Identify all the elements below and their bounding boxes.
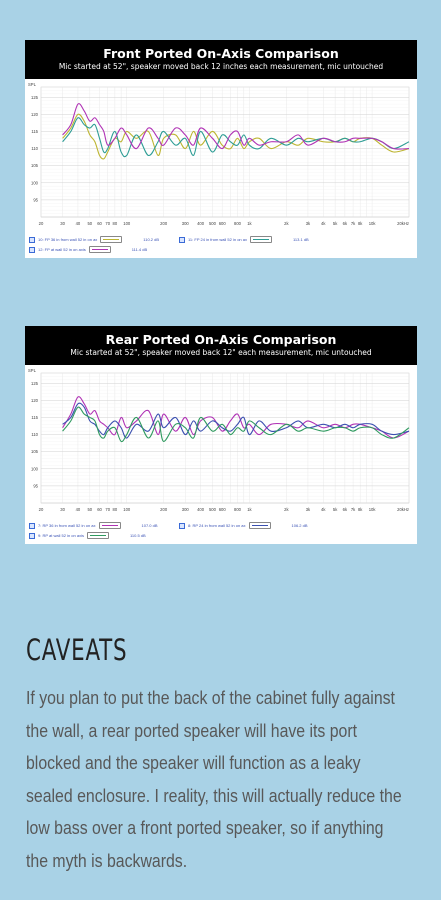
y-tick-label: 105 [31, 163, 38, 169]
legend-value: 111.4 dB [131, 247, 148, 252]
x-tick-label: 50 [87, 507, 93, 512]
x-tick-label: 30 [60, 221, 65, 226]
y-tick-label: 100 [31, 466, 38, 472]
legend-value: 110.5 dB [129, 533, 146, 538]
legend-label: 9: RP at wall 52 in on axis [38, 533, 84, 538]
chart-subtitle: Mic started at 52", speaker moved back 12 inches each measurement, mic untouched [58, 62, 384, 71]
legend-swatch[interactable] [250, 236, 272, 243]
x-tick-label: 1k [247, 507, 252, 512]
y-tick-label: 105 [31, 449, 38, 455]
chart-legend [25, 519, 417, 544]
x-tick-label: 5k [332, 507, 338, 512]
y-tick-label: 95 [33, 197, 38, 203]
x-tick-label: 4k [321, 507, 326, 512]
legend-label: 8: RP 24 in from wall 52 in on ax [188, 523, 246, 528]
legend-value: 110.2 dB [143, 237, 160, 242]
x-tick-label: 20 [38, 507, 44, 512]
x-tick-label: 800 [234, 221, 242, 226]
x-tick-label: 7k [350, 507, 356, 512]
x-tick-label: 3k [305, 221, 311, 226]
x-tick-label: 40 [75, 507, 81, 512]
checkbox-icon[interactable] [29, 247, 35, 253]
x-tick-label: 60 [97, 221, 102, 226]
x-tick-label: 80 [112, 507, 118, 512]
x-tick-label: 20kHz [397, 221, 409, 226]
x-tick-label: 400 [197, 507, 205, 512]
x-tick-label: 8k [357, 221, 363, 226]
chart-title: Front Ported On-Axis Comparison [103, 46, 339, 61]
checkbox-icon[interactable] [29, 533, 35, 539]
x-tick-label: 6k [342, 507, 348, 512]
legend-swatch[interactable] [99, 522, 121, 529]
x-tick-label: 600 [218, 507, 226, 512]
legend-label: 12: FP at wall 52 in on axis [38, 247, 86, 252]
legend-swatch[interactable] [87, 532, 109, 539]
legend-value: 113.1 dB [293, 237, 309, 242]
x-tick-label: 70 [105, 507, 111, 512]
chart-header [25, 326, 417, 365]
legend-item[interactable] [179, 522, 308, 529]
x-tick-label: 800 [234, 507, 242, 512]
legend-swatch[interactable] [89, 246, 111, 253]
y-tick-label: 115 [31, 128, 38, 134]
front-ported-chart [25, 40, 417, 258]
x-tick-label: 300 [181, 507, 189, 512]
y-tick-label: 110 [31, 146, 38, 152]
checkbox-icon[interactable] [179, 237, 185, 243]
x-tick-label: 10k [368, 221, 376, 226]
legend-item[interactable] [29, 236, 159, 243]
legend-value: 107.0 dB [141, 523, 158, 528]
chart-header [25, 40, 417, 79]
x-tick-label: 20 [38, 221, 44, 226]
x-tick-label: 100 [123, 507, 131, 512]
legend-item[interactable] [29, 532, 146, 539]
x-tick-label: 70 [105, 221, 111, 226]
x-tick-label: 60 [97, 507, 102, 512]
x-tick-label: 500 [208, 507, 216, 512]
x-tick-label: 50 [87, 221, 93, 226]
x-tick-label: 7k [350, 221, 356, 226]
front-ported-plot [25, 79, 417, 233]
x-tick-label: 500 [208, 221, 216, 226]
x-tick-label: 6k [342, 221, 348, 226]
rear-ported-chart [25, 326, 417, 544]
x-tick-label: 300 [181, 221, 189, 226]
legend-item[interactable] [29, 246, 147, 253]
caveats-heading: CAVEATS [26, 633, 128, 667]
x-tick-label: 30 [60, 507, 65, 512]
x-tick-label: 2k [284, 221, 289, 226]
chart-subtitle: Mic started at 52", speaker moved back 12" each measurement, mic untouched [70, 348, 372, 357]
legend-swatch[interactable] [100, 236, 122, 243]
chart-title: Rear Ported On-Axis Comparison [105, 332, 337, 347]
x-tick-label: 80 [112, 221, 118, 226]
y-axis-label: SPL [28, 82, 36, 87]
x-tick-label: 1k [247, 221, 252, 226]
y-tick-label: 95 [33, 483, 38, 489]
legend-label: 10: FP 36 in from wall 52 in on ax [38, 237, 98, 242]
legend-label: 7: RP 36 in from wall 52 in on ax [38, 523, 96, 528]
x-tick-label: 4k [321, 221, 326, 226]
y-tick-label: 120 [31, 397, 38, 403]
legend-value: 106.2 dB [291, 523, 308, 528]
caveats-body: If you plan to put the back of the cabinet fully against the wall, a rear ported speaker will have its port blocked and the speaker will function as a leaky sealed enclosure. I reality, this will actually reduce the low bass over a front ported speaker, so if anything the myth is backwards. [26, 688, 402, 871]
x-tick-label: 600 [218, 221, 226, 226]
x-tick-label: 20kHz [397, 507, 409, 512]
x-tick-label: 10k [368, 507, 376, 512]
legend-label: 11: FP 24 in from wall 52 in on ax [188, 237, 247, 242]
chart-legend [25, 233, 417, 258]
legend-item[interactable] [29, 522, 158, 529]
x-tick-label: 200 [160, 507, 168, 512]
y-tick-label: 115 [31, 414, 38, 420]
legend-item[interactable] [179, 236, 309, 243]
checkbox-icon[interactable] [29, 523, 35, 529]
y-tick-label: 120 [31, 111, 38, 117]
x-tick-label: 200 [160, 221, 168, 226]
checkbox-icon[interactable] [179, 523, 185, 529]
y-tick-label: 110 [31, 432, 38, 438]
x-tick-label: 400 [197, 221, 205, 226]
y-axis-label: SPL [28, 368, 36, 373]
x-tick-label: 3k [305, 507, 311, 512]
y-tick-label: 125 [31, 94, 38, 100]
legend-swatch[interactable] [249, 522, 271, 529]
x-tick-label: 5k [332, 221, 338, 226]
x-tick-label: 8k [357, 507, 363, 512]
y-tick-label: 125 [31, 380, 38, 386]
rear-ported-plot [25, 365, 417, 519]
y-tick-label: 100 [31, 180, 38, 186]
x-tick-label: 2k [284, 507, 289, 512]
x-tick-label: 40 [75, 221, 81, 226]
x-tick-label: 100 [123, 221, 131, 226]
checkbox-icon[interactable] [29, 237, 35, 243]
